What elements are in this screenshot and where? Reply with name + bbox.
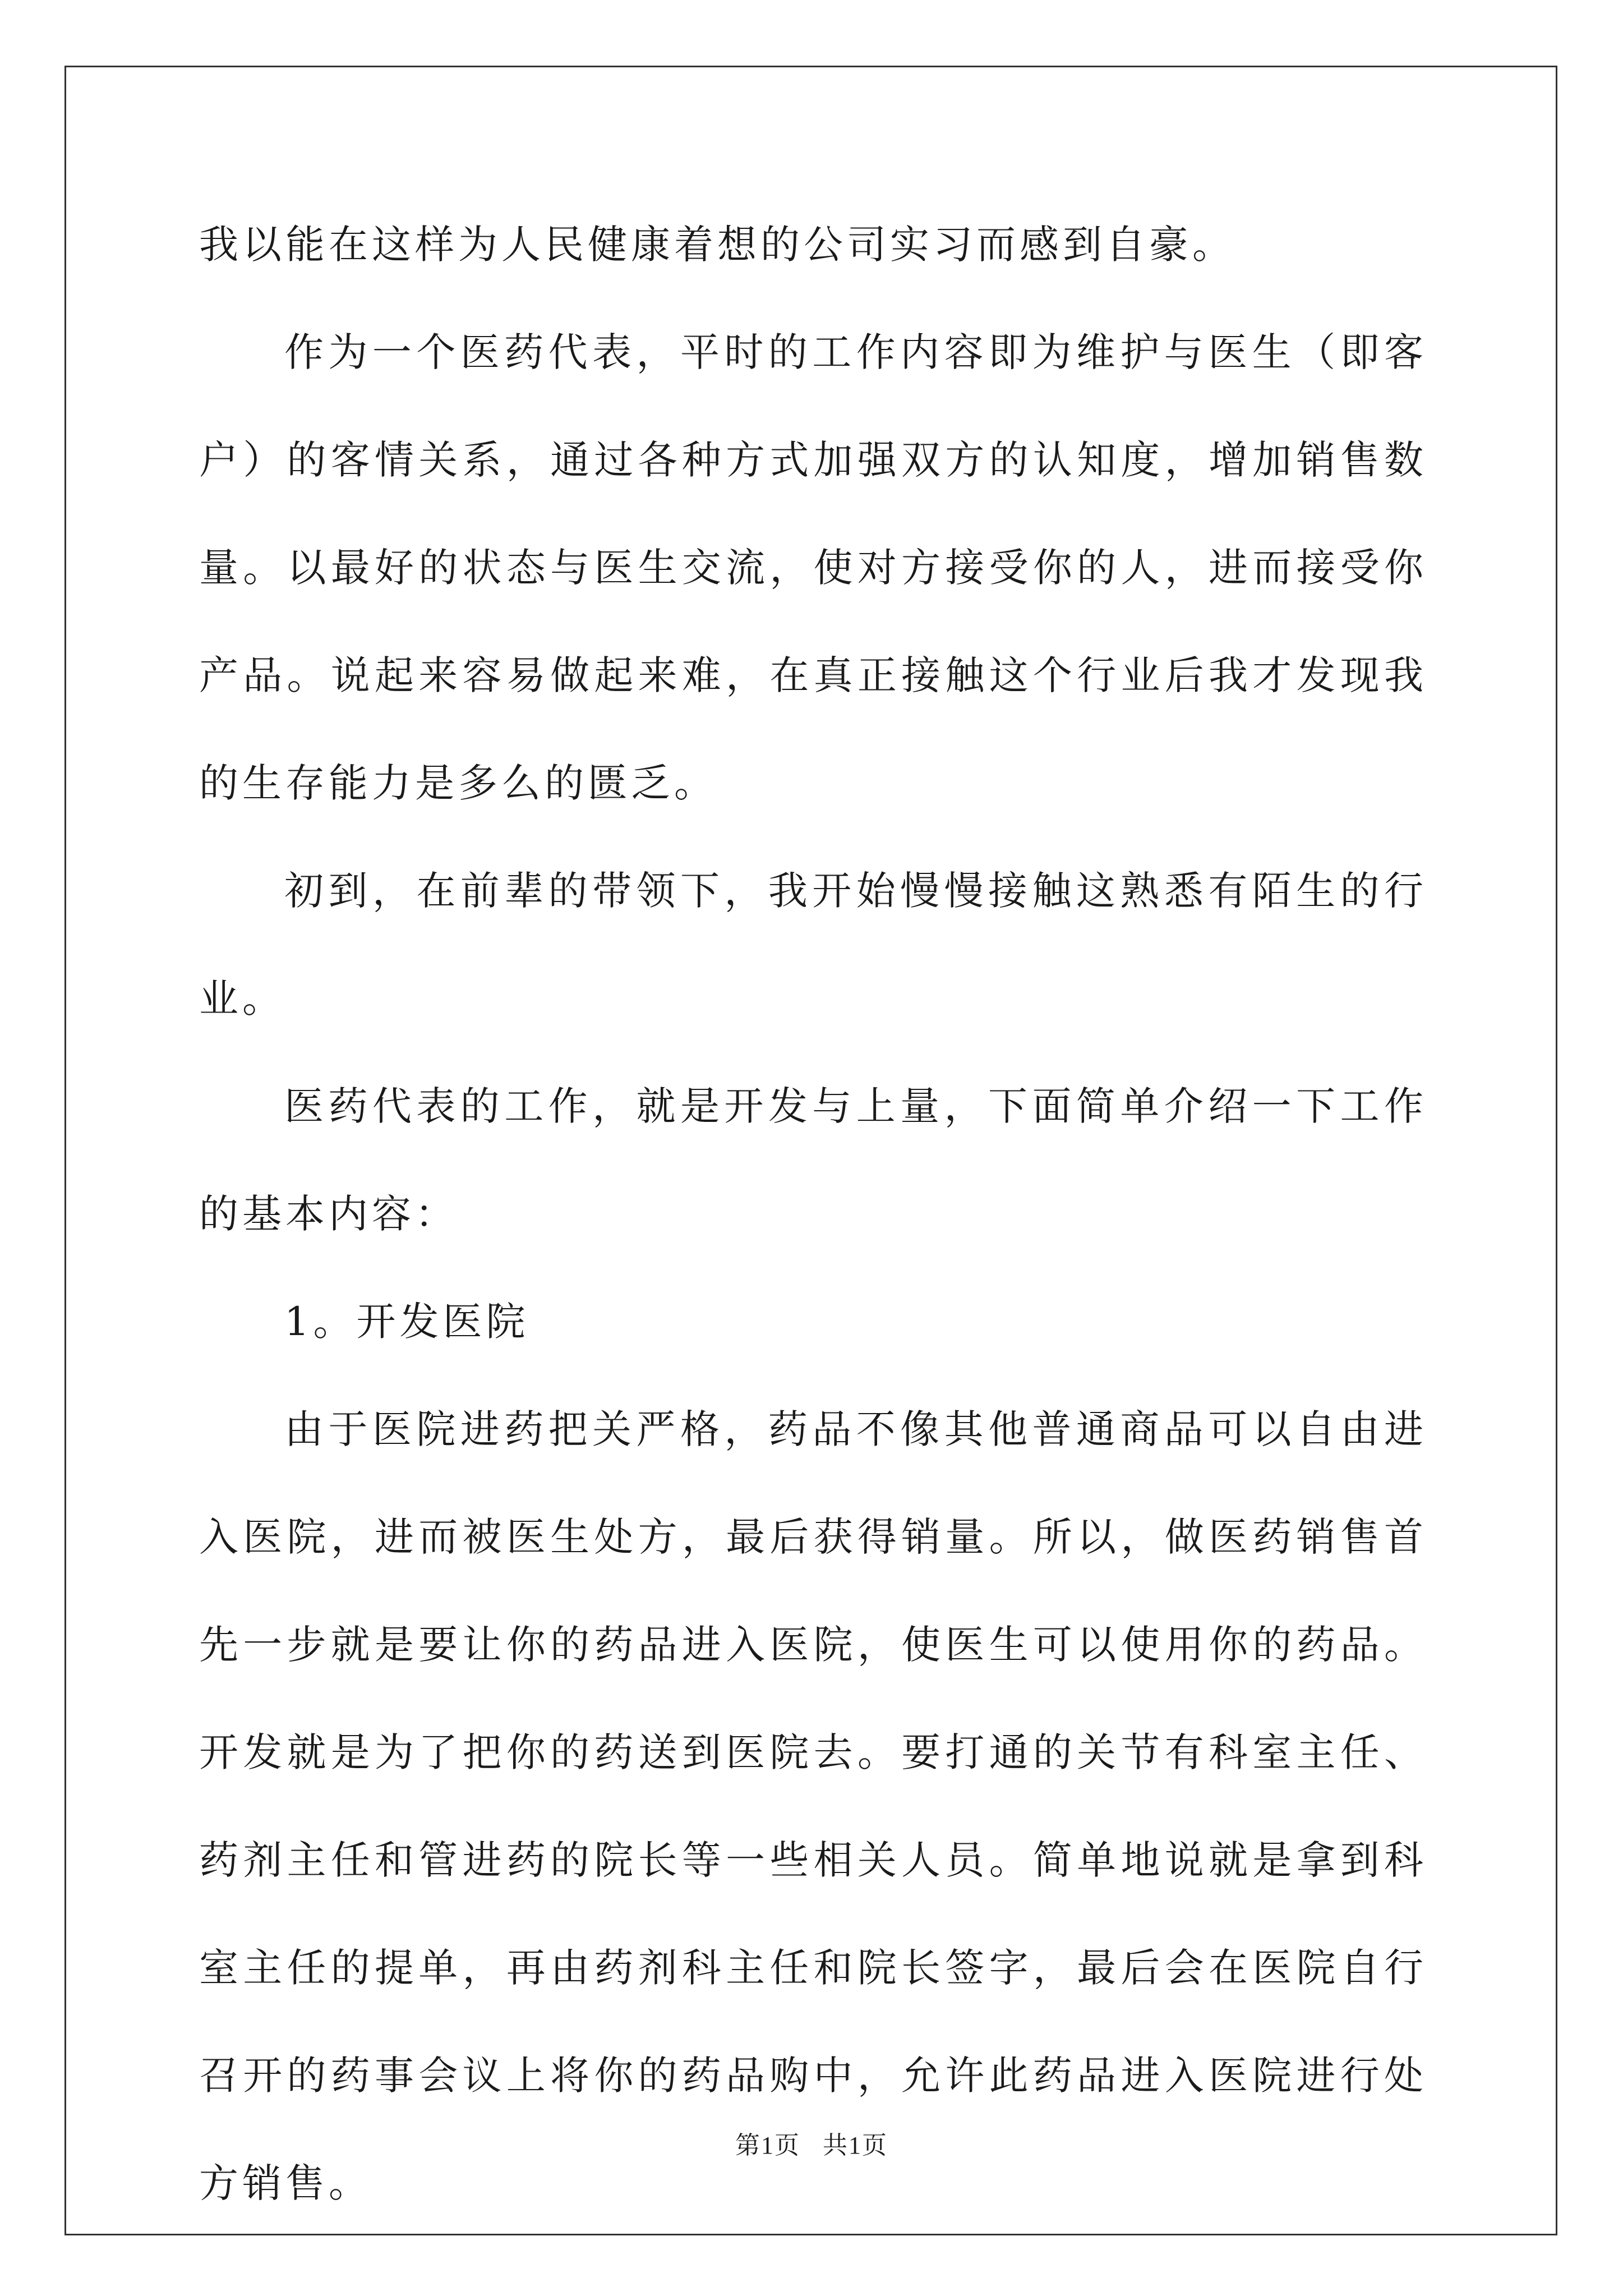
paragraph-1: 我以能在这样为人民健康着想的公司实习而感到自豪。 — [199, 222, 1235, 268]
page-footer — [0, 2125, 1623, 2161]
paragraph-6: 由于医院进药把关严格，药品不像其他普通商品可以自由进入医院，进而被医生处方，最后获得销量。所以，做医药销售首先一步就是要让你的药品进入医院，使医生可以使用你的药品。开发就是为了把你的药送到医院去。要打通的关节有科室主任、药剂主任和管进药的院长等一些相关人员。简单地说就是拿到科室主任的提单，再由药剂科主任和院长签字，最后会在医院自行召开的药事会议上将你的药品购中，允许此药品进入医院进行处方销售。 — [199, 1406, 1427, 2206]
paragraph-4: 医药代表的工作，就是开发与上量，下面简单介绍一下工作的基本内容： — [199, 1083, 1427, 1237]
section-heading-develop-hospital: 1。开发医院 — [284, 1299, 529, 1345]
page-total: 共1页 — [823, 2132, 888, 2159]
page-number: 第1页 — [735, 2132, 800, 2159]
paragraph-3: 初到，在前辈的带领下，我开始慢慢接触这熟悉有陌生的行业。 — [199, 868, 1427, 1022]
paragraph-2: 作为一个医药代表，平时的工作内容即为维护与医生（即客户）的客情关系，通过各种方式加强双方的认知度，增加销售数量。以最好的状态与医生交流，使对方接受你的人，进而接受你产品。说起来容易做起来难，在真正接触这个行业后我才发现我的生存能力是多么的匮乏。 — [199, 329, 1427, 806]
document-body — [199, 191, 1427, 2237]
